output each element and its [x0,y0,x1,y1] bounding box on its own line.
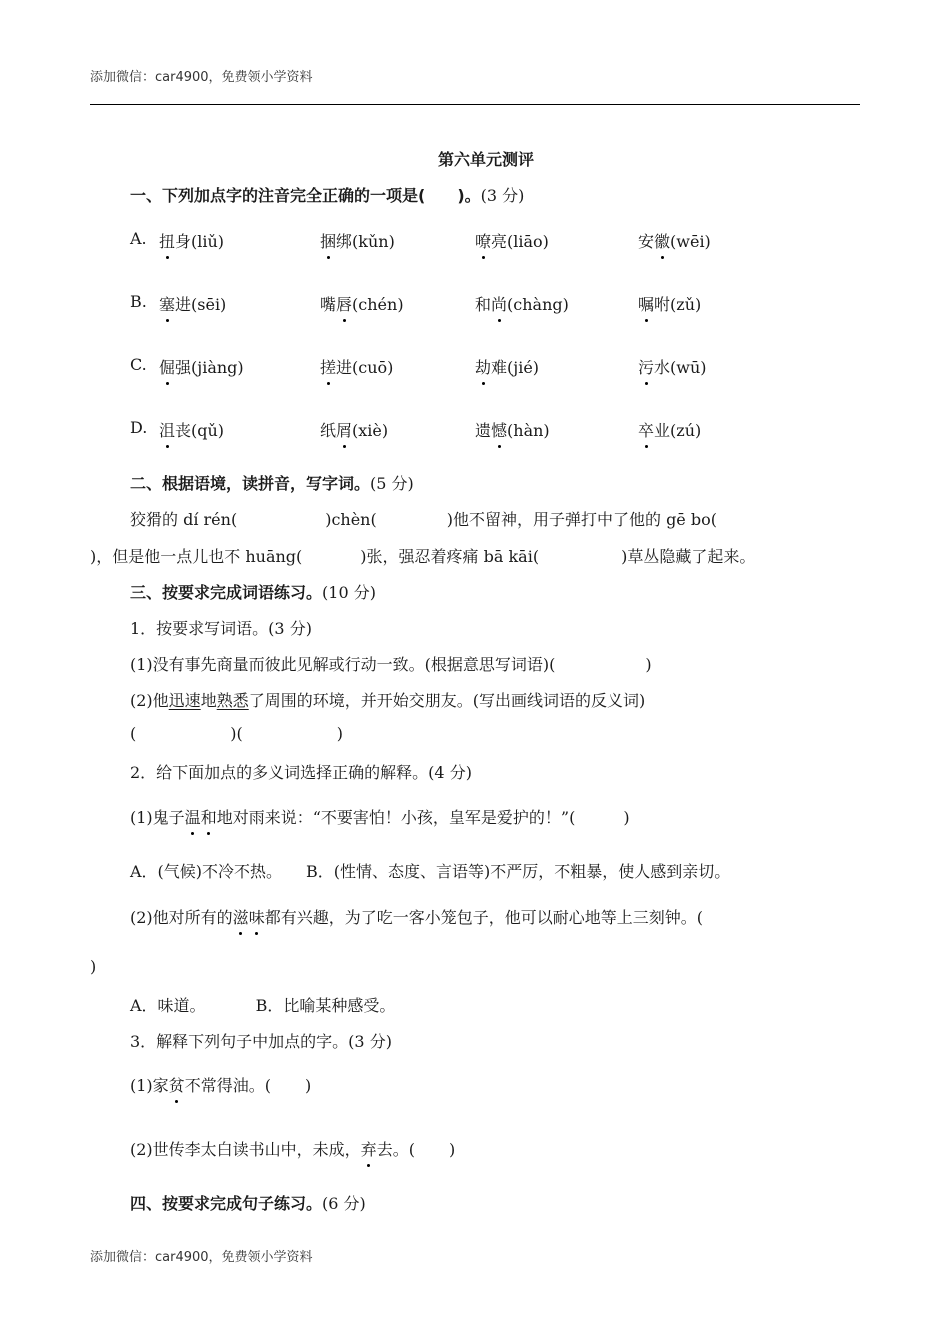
option-word: 遗憾(hàn) [475,418,550,441]
question-3-2: (2)世传李太白读书山中，未成，弃去。( ) [130,1137,455,1160]
option-word: 扭身(liǔ) [159,229,224,252]
section-3-heading: 三、按要求完成词语练习。(10 分) [130,583,376,602]
question-1-2: (2)他迅速地熟悉了周围的环境，并开始交朋友。(写出画线词语的反义词) [130,691,646,710]
dotted-char: 劫 [475,355,491,378]
question-2: 2．给下面加点的多义词选择正确的解释。(4 分) [130,763,472,782]
option-word: 嘹亮(liāo) [475,229,549,252]
dotted-char: 塞 [159,292,175,315]
option-word: 污水(wū) [638,355,707,378]
page-title: 第六单元测评 [438,150,535,169]
dotted-char: 捆 [320,229,336,252]
question-2-2-options: A．味道。 B．比喻某种感受。 [130,996,396,1015]
question-2-1: (1)鬼子温和地对雨来说：“不要害怕！小孩，皇军是爱护的！”( ) [130,805,630,828]
option-word: 塞进(sēi) [159,292,226,315]
question-3: 3．解释下列句子中加点的字。(3 分) [130,1032,392,1051]
question-3-1: (1)家贫不常得油。( ) [130,1073,311,1096]
dotted-char: 倔 [159,355,175,378]
section-2-heading: 二、根据语境，读拼音，写字词。(5 分) [130,474,414,493]
dotted-char: 卒 [638,418,654,441]
dotted-char: 屑 [336,418,352,441]
section-4-heading: 四、按要求完成句子练习。(6 分) [130,1194,366,1213]
dotted-char: 扭 [159,229,175,252]
option-label: C. [130,355,147,374]
question-2-1-options: A．(气候)不冷不热。 B．(性情、态度、言语等)不严厉，不粗暴，使人感到亲切。 [130,862,731,881]
option-word: 劫难(jié) [475,355,539,378]
question-1-2-blanks: ( )( ) [130,724,343,743]
dotted-char: 唇 [336,292,352,315]
option-word: 纸屑(xiè) [320,418,388,441]
question-2-2: (2)他对所有的滋味都有兴趣，为了吃一客小笼包子，他可以耐心地等上三刻钟。( [130,905,703,928]
dotted-char: 憾 [491,418,507,441]
option-label: A. [130,229,147,248]
dotted-char: 嘱 [638,292,654,315]
dotted-char: 污 [638,355,654,378]
option-label: D. [130,418,148,437]
option-word: 倔强(jiàng) [159,355,244,378]
option-word: 捆绑(kǔn) [320,229,395,252]
page-footer: 添加微信：car4900，免费领小学资料 [90,1250,313,1265]
option-word: 嘱咐(zǔ) [638,292,701,315]
section-2-line-2: )，但是他一点儿也不 huāng( )张，强忍着疼痛 bā kāi( )草丛隐藏了起来。 [90,547,756,566]
option-word: 卒业(zú) [638,418,701,441]
dotted-char: 沮 [159,418,175,441]
section-2-line-1: 狡猾的 dí rén( )chèn( )他不留神，用子弹打中了他的 gē bo( [130,510,717,529]
option-word: 和尚(chàng) [475,292,569,315]
section-1-heading: 一、下列加点字的注音完全正确的一项是( )。(3 分) [130,186,525,205]
question-2-2-close: ) [90,957,97,976]
option-word: 嘴唇(chén) [320,292,404,315]
question-1: 1．按要求写词语。(3 分) [130,619,312,638]
option-label: B. [130,292,147,311]
option-word: 搓进(cuō) [320,355,393,378]
page-header: 添加微信：car4900，免费领小学资料 [90,70,313,85]
header-rule [90,104,860,105]
dotted-char: 徽 [654,229,670,252]
dotted-char: 嘹 [475,229,491,252]
dotted-char: 尚 [491,292,507,315]
underlined-word-1: 迅速 [168,691,201,710]
underlined-word-2: 熟悉 [216,691,249,710]
dotted-char: 搓 [320,355,336,378]
question-1-1: (1)没有事先商量而彼此见解或行动一致。(根据意思写词语)( ) [130,655,652,674]
option-word: 安徽(wēi) [638,229,711,252]
option-word: 沮丧(qǔ) [159,418,224,441]
